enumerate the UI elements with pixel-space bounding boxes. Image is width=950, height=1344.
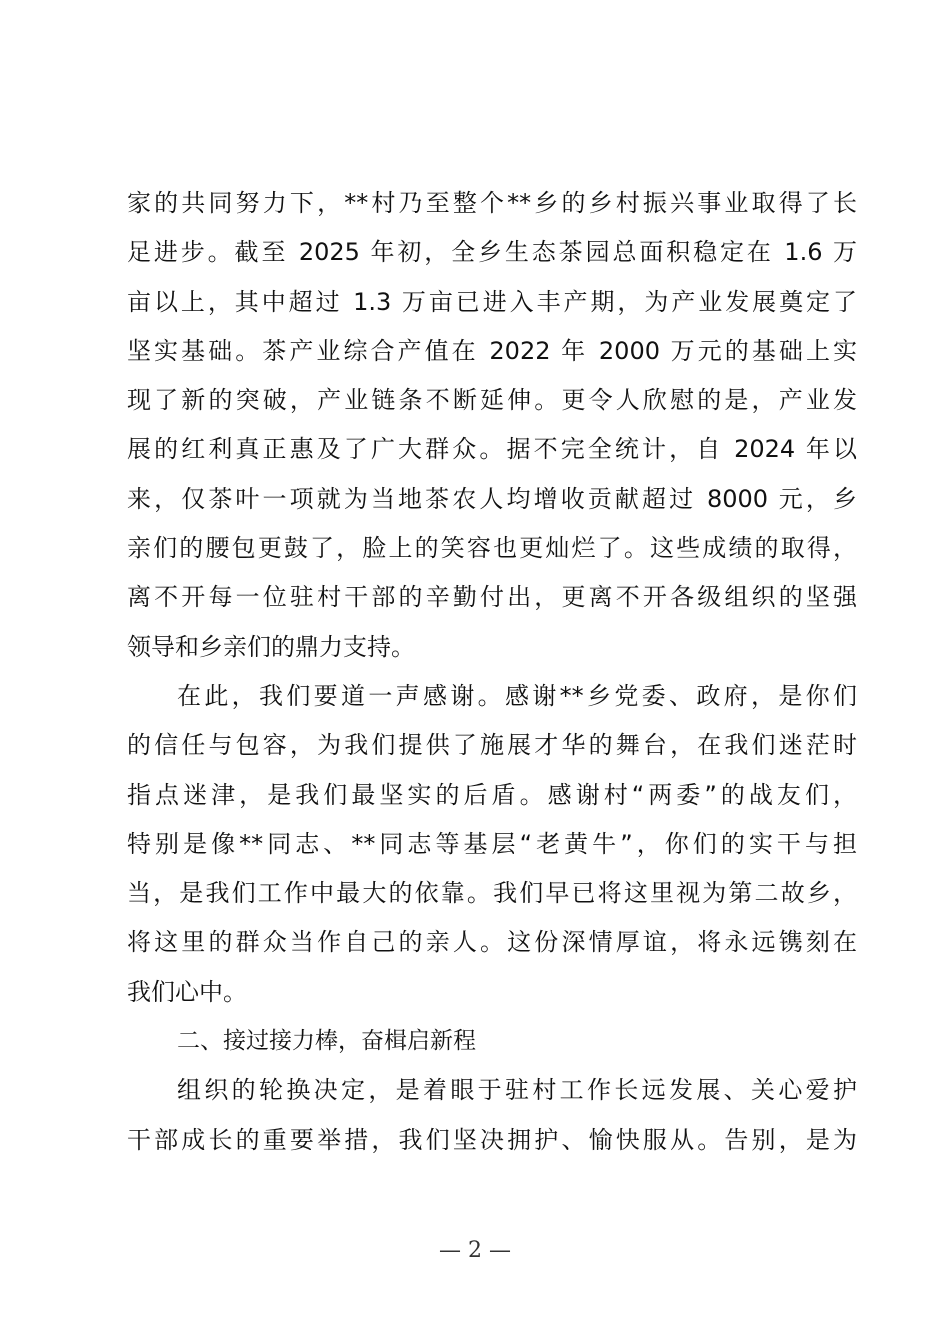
text-line: 将这里的群众当作自己的亲人。这份深情厚谊，将永远镌刻在 (127, 928, 857, 957)
text-line: 领导和乡亲们的鼎力支持。 (127, 632, 415, 661)
text-line: 家的共同努力下，**村乃至整个**乡的乡村振兴事业取得了长 (127, 189, 857, 217)
text-line: 指点迷津，是我们最坚实的后盾。感谢村“两委”的战友们， (127, 780, 857, 809)
text-line: 组织的轮换决定，是着眼于驻村工作长远发展、关心爱护 (177, 1076, 857, 1105)
text-line: 当，是我们工作中最大的依靠。我们早已将这里视为第二故乡， (127, 879, 857, 908)
section-heading (127, 1017, 857, 1066)
text-line: 的信任与包容，为我们提供了施展才华的舞台，在我们迷茫时 (127, 731, 857, 760)
text-line: 坚实基础。茶产业综合产值在 2022 年 2000 万元的基础上实 (127, 336, 857, 365)
text-line: 我们心中。 (127, 977, 247, 1006)
text-line: 特别是像**同志、**同志等基层“老黄牛”，你们的实干与担 (127, 829, 857, 858)
paragraph-rotation (127, 1066, 857, 1165)
text-line: 现了新的突破，产业链条不断延伸。更令人欣慰的是，产业发 (127, 386, 857, 415)
text-line: 离不开每一位驻村干部的辛勤付出，更离不开各级组织的坚强 (127, 583, 857, 612)
paragraph-thanks (127, 672, 857, 1017)
text-line: 展的红利真正惠及了广大群众。据不完全统计，自 2024 年以 (127, 435, 857, 464)
text-line: 足进步。截至 2025 年初，全乡生态茶园总面积稳定在 1.6 万 (127, 238, 857, 267)
text-line: 亲们的腰包更鼓了，脸上的笑容也更灿烂了。这些成绩的取得， (127, 534, 857, 563)
section-heading-text: 二、接过接力棒，奋楫启新程 (177, 1028, 476, 1055)
text-line: 亩以上，其中超过 1.3 万亩已进入丰产期，为产业发展奠定了 (127, 287, 857, 316)
paragraph-continuation (127, 179, 857, 672)
text-line: 来，仅茶叶一项就为当地茶农人均增收贡献超过 8000 元，乡 (127, 484, 857, 513)
body-text (127, 179, 857, 1165)
text-line: 干部成长的重要举措，我们坚决拥护、愉快服从。告别，是为 (127, 1125, 857, 1154)
page-number: — 2 — (439, 1238, 511, 1263)
text-line: 在此，我们要道一声感谢。感谢**乡党委、政府，是你们 (177, 681, 857, 710)
